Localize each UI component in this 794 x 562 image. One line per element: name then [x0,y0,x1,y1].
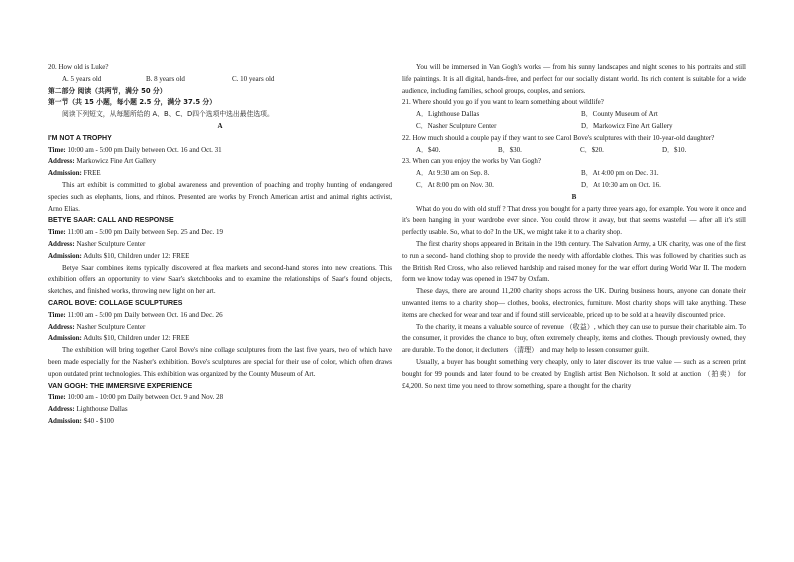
instruction: 阅读下列短文，从每题所给的 A、B、C、D四个选项中选出最佳选项。 [62,110,274,119]
exhibit-time: Time: 11:00 am - 5:00 pm Daily between Sep. 25 and Dec. 19 [48,228,223,237]
question-20-options [48,74,392,86]
option-a: A. 5 years old [62,74,102,83]
exhibit-address: Address: Nasher Sculpture Center [48,239,146,248]
option-c: C．$20. [580,145,604,154]
exhibit-title: CAROL BOVE: COLLAGE SCULPTURES [48,299,183,307]
option-c: C．At 8:00 pm on Nov. 30. [416,180,494,189]
option-c: C．Nasher Sculpture Center [416,121,497,130]
exhibit-description: Betye Saar combines items typically discovered at flea markets and second-hand stores into new creations. This exhibition offers an opportunity to view Saar's sketchbooks and to examine the relationships of Saar's found objects, sketches, and finished works, throwing new light on her art. [48,263,392,296]
option-a: A．At 9:30 am on Sep. 8. [416,169,490,178]
exhibit-title: I'M NOT A TROPHY [48,134,112,142]
option-c: C. 10 years old [232,74,275,83]
passage-b-paragraph: Usually, a buyer has bought something very cheaply, only to later discover its true value — such as a screen print bought for 99 pounds and later found to be created by English artist Ben Nicholson. It sold at auction （拍卖） for £4,200. So next time you need to throw something, spare a thought for the charity [402,357,746,390]
question-22: 22. How much should a couple pay if they want to see Carol Bove's sculptures with their 10-year-old daughter? [402,133,715,142]
option-d: D．Markowicz Fine Art Gallery [581,121,673,130]
exhibit-time: Time: 10:00 am - 5:00 pm Daily between Oct. 16 and Oct. 31 [48,145,222,154]
exhibit-admission: Admission: FREE [48,169,101,178]
option-b: B. 8 years old [146,74,185,83]
exhibit-address: Address: Lighthouse Dallas [48,405,128,414]
option-b: B．At 4:00 pm on Dec. 31. [581,169,659,178]
exhibit-time: Time: 11:00 am - 5:00 pm Daily between Oct. 16 and Dec. 26 [48,310,223,319]
question-20: 20. How old is Luke? [48,63,109,71]
question-23: 23. When can you enjoy the works by Van Gogh? [402,157,541,166]
passage-b-paragraph: The first charity shops appeared in Britain in the 19th century. The Salvation Army, a UK charity, was one of the first to run a second- hand clothing shop to provide the needy with affordable clothes. This was followed by charities such as the British Red Cross, who also relieved hardship and raised money for the war effort during World War II. The modern form we know today was opened in 1947 by Oxfam. [402,239,746,284]
question-21: 21. Where should you go if you want to learn something about wildlife? [402,98,604,107]
question-21-options-row1 [402,109,746,121]
option-d: D．At 10:30 am on Oct. 16. [581,180,661,189]
passage-b-paragraph: To the charity, it means a valuable source of revenue （收益）, which they can use to pursue their charitable aim. To the consumer, it provides the chance to buy, often extremely cheaply, items and clothes. Though previously owned, they are durable. To the donor, it declutters （清理） and may help to lessen consumer guilt. [402,322,746,355]
option-a: A．Lighthouse Dallas [416,110,480,119]
question-23-options-row1 [402,168,746,180]
exhibit-title: BETYE SAAR: CALL AND RESPONSE [48,217,174,225]
option-d: D．$10. [662,145,687,154]
passage-label-a: A [217,121,223,130]
exhibit-address: Address: Markowicz Fine Art Gallery [48,157,156,166]
exhibit-description: This art exhibit is committed to global awareness and prevention of poaching and trophy hunting of endangered species such as elephants, lions, and rhinos. Presented are works by French American artist and animal rights activist, Arno Elias. [48,180,392,213]
vangogh-description: You will be immersed in Van Gogh's works — from his sunny landscapes and night scenes to his portraits and still life paintings. It is all digital, hands-free, and perfect for our socially distant world. Its rich content is suitable for a wide audience, including families, school groups, couples, and seniors. [402,63,746,95]
exhibit-admission: Admission: Adults $10, Children under 12: FREE [48,334,190,343]
passage-b-paragraph: These days, there are around 11,200 charity shops across the UK. During business hours, anyone can donate their unwanted items to a charity shop— clothes, books, electronics, furniture. Most charity shops will take anything. These items are checked for wear and tear and if found still serviceable, priced up to be sold at a heavily discounted price. [402,287,746,319]
exhibit-admission: Admission: Adults $10, Children under 12: FREE [48,251,190,260]
exhibit-time: Time: 10:00 am - 10:00 pm Daily between Oct. 9 and Nov. 28 [48,393,224,402]
passage-b-paragraph: What do you do with old stuff ? That dress you bought for a party three years ago, for example. You wore it once and it's been hanging in your wardrobe ever since. You could throw it away, but that seems wasteful — after all it's still perfectly usable. So, what to do? In the UK, we might take it to a charity shop. [402,204,746,237]
passage-label-b: B [571,192,577,201]
section-1-title: 第一节（共 15 小题，每小题 2.5 分，满分 37.5 分） [48,98,217,107]
right-column [402,62,746,392]
exhibit-address: Address: Nasher Sculpture Center [48,322,146,331]
question-21-options-row2 [402,121,746,133]
exhibit-description: The exhibition will bring together Carol Bove's nine collage sculptures from the last five years, two of which have been made especially for the Nasher's exhibition. Bove's sculptures are special for their use of color, which often draws upon outdated print technologies. This exhibition was organized by the County Museum of Art. [48,346,392,378]
option-b: B．County Museum of Art [581,110,658,119]
option-a: A．$40. [416,145,441,154]
exhibit-title: VAN GOGH: THE IMMERSIVE EXPERIENCE [48,382,193,390]
part-2-title: 第二部分 阅读（共两节，满分 50 分） [48,86,167,95]
option-b: B．$30. [498,145,522,154]
left-column [48,62,392,428]
question-22-options [402,145,746,157]
exhibit-admission: Admission: $40 - $100 [48,416,114,425]
question-23-options-row2 [402,180,746,192]
